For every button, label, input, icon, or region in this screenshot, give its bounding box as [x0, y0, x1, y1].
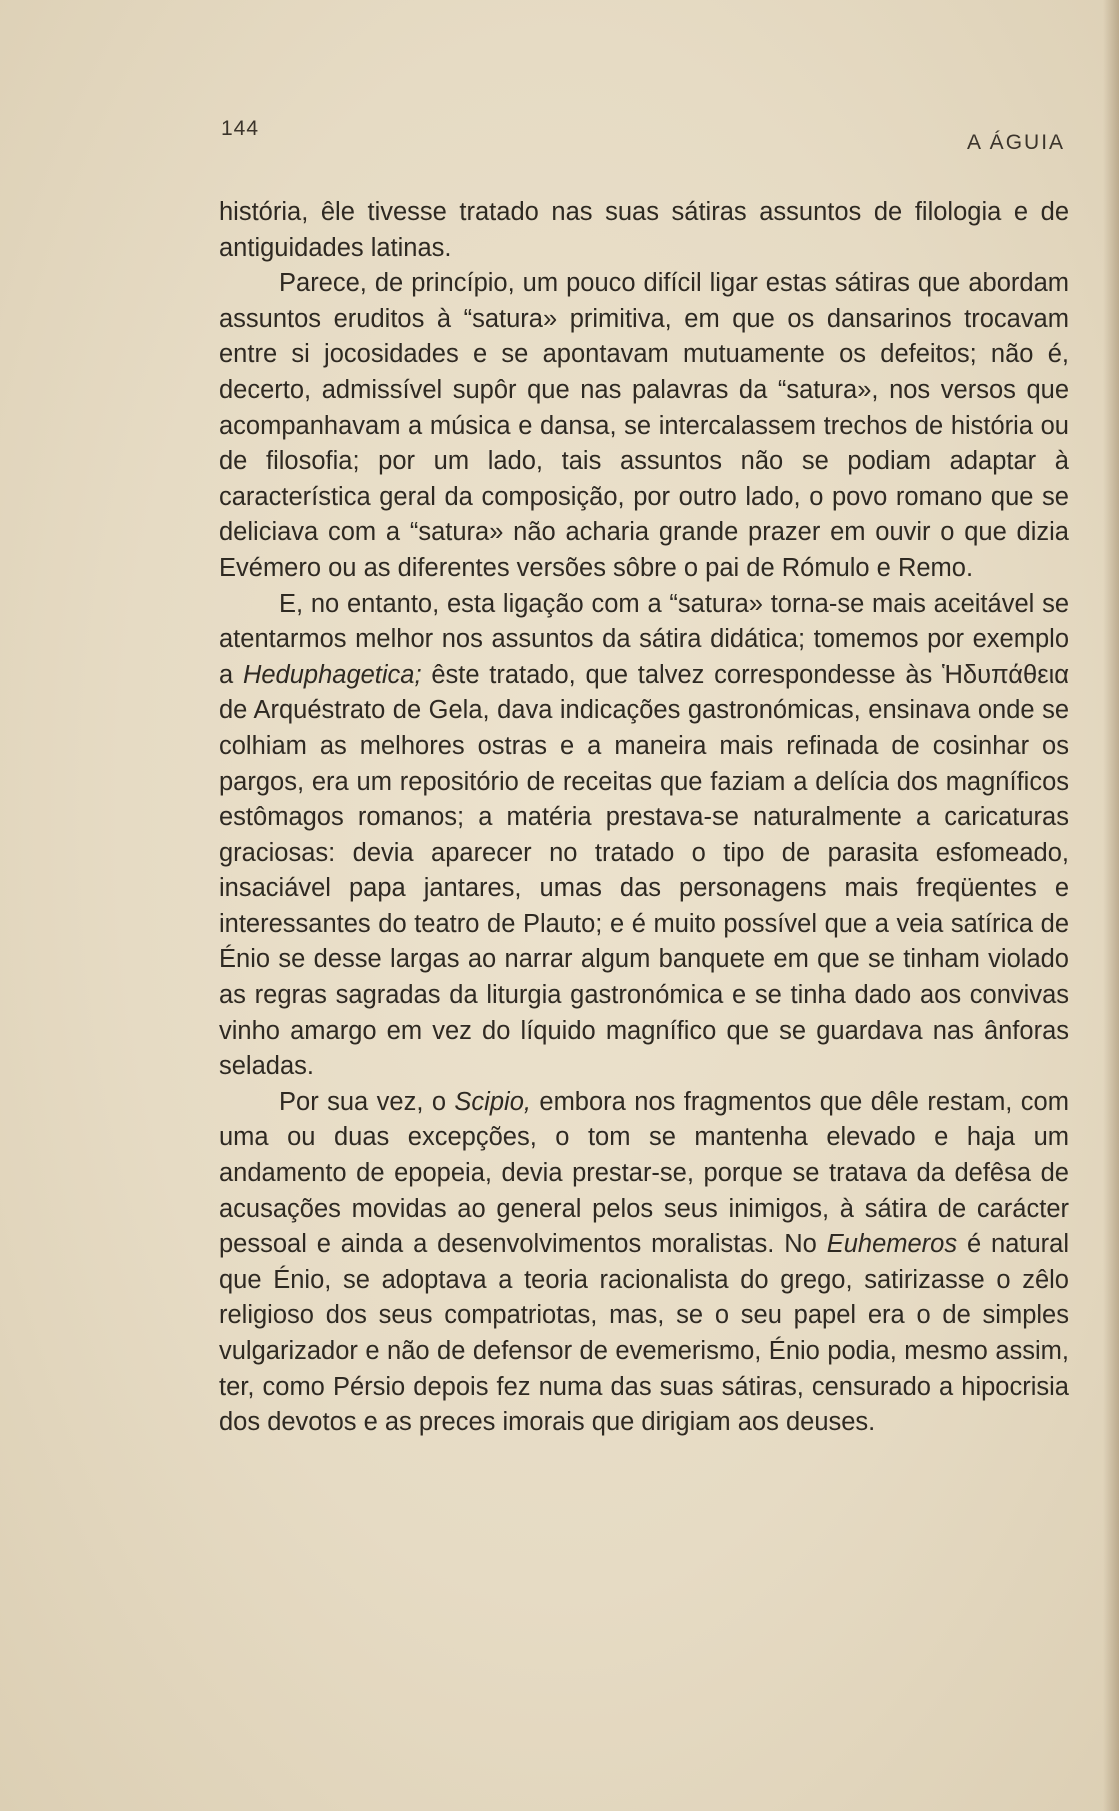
work-title-scipio: Scipio,	[454, 1087, 531, 1116]
paragraph-4	[219, 1085, 1069, 1441]
paragraph-3-part-c: êste tratado, que talvez correspondesse às Ἡδυπάθεια de Arquéstrato de Gela, dava indicações gastronómicas, ensinava onde se colhiam as melhores ostras e a maneira mais refinada de cosinhar os pargos, era um repositório de receitas que faziam a delícia dos magníficos estômagos romanos; a matéria prestava-se naturalmente a caricaturas graciosas: devia aparecer no tratado o tipo de parasita esfomeado, insaciável papa jantares, umas das personagens mais freqüentes e interessantes do teatro de Plauto; e é muito possível que a veia satírica de Énio se desse largas ao narrar algum banquete em que se tinham violado as regras sagradas da liturgia gastronómica e se tinha dado aos convivas vinho amargo em vez do líquido magnífico que se guardava nas ânforas seladas.	[219, 660, 1069, 1081]
paragraph-2: Parece, de princípio, um pouco difícil ligar estas sátiras que abordam assuntos eruditos à “satura» primitiva, em que os dansarinos trocavam entre si jocosidades e se apontavam mutuamente os defeitos; não é, decerto, admissível supôr que nas palavras da “satura», nos versos que acompanhavam a música e dansa, se intercalassem trechos de história ou de filosofia; por um lado, tais assuntos não se podiam adaptar à característica geral da composição, por outro lado, o povo romano que se deliciava com a “satura» não acharia grande prazer em ouvir o que dizia Evémero ou as diferentes versões sôbre o pai de Rómulo e Remo.	[219, 269, 1069, 582]
paragraph-3-part-a: E, no entanto, esta ligação com a “satura» torna-se mais aceitável se atentarmos melhor nos assuntos da sátira didática; tomemos por exemplo a	[219, 589, 1069, 689]
work-title-euhemeros: Euhemeros	[826, 1230, 958, 1259]
running-title: A ÁGUIA	[967, 131, 1066, 154]
paragraph-3	[219, 587, 1069, 1085]
page-edge-shadow	[1103, 0, 1119, 1811]
paragraph-4-part-c: embora nos fragmentos que dêle restam, com uma ou duas excepções, o tom se mantenha elevado e haja um andamento de epopeia, devia prestar-se, porque se tratava da defêsa de acusações movidas ao general pelos seus inimigos, à sátira de carácter pessoal e ainda a desenvolvimentos moralistas. No	[219, 1087, 1069, 1259]
body-text	[219, 195, 1069, 1441]
work-title-heduphagetica: Heduphagetica;	[242, 660, 422, 689]
paragraph-4-part-e: é natural que Énio, se adoptava a teoria racionalista do grego, satirizasse o zêlo religioso dos seus compatriotas, mas, se o seu papel era o de simples vulgarizador e não de defensor de evemerismo, Énio podia, mesmo assim, ter, como Pérsio depois fez numa das suas sátiras, censurado a hipocrisia dos devotos e as preces imorais que dirigiam aos deuses.	[219, 1230, 1069, 1437]
paragraph-4-part-a: Por sua vez, o	[279, 1087, 455, 1116]
page-number: 144	[221, 117, 260, 140]
paragraph-1: história, êle tivesse tratado nas suas sátiras assuntos de filologia e de antiguidades latinas.	[219, 198, 1069, 262]
